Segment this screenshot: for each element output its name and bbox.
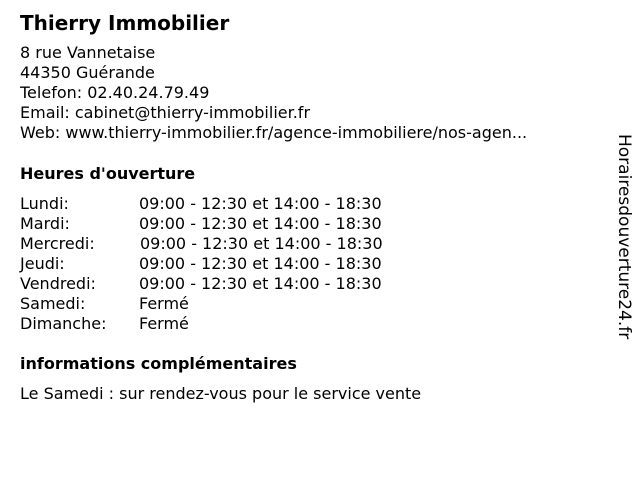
business-contact-block [20,43,527,143]
day-label: Vendredi: [20,274,96,293]
additional-info-text: Le Samedi : sur rendez-vous pour le service vente [20,384,422,403]
day-hours: 09:00 - 12:30 et 14:00 - 18:30 [139,254,382,273]
day-label: Samedi: [20,294,86,313]
business-name: Thierry Immobilier [20,11,230,35]
website-line: Web: www.thierry-immobilier.fr/agence-immobiliere/nos-agen... [20,123,528,142]
city-postcode: 44350 Guérande [20,63,155,82]
day-label: Mardi: [20,214,70,233]
day-hours: 09:00 - 12:30 et 14:00 - 18:30 [140,234,383,253]
phone-line: Telefon: 02.40.24.79.49 [20,83,210,102]
day-hours: 09:00 - 12:30 et 14:00 - 18:30 [139,214,382,233]
street-address: 8 rue Vannetaise [20,43,156,62]
day-label: Dimanche: [20,314,107,333]
email-line: Email: cabinet@thierry-immobilier.fr [20,103,311,122]
additional-info-heading: informations complémentaires [20,354,297,373]
site-watermark: Horairesdouverture24.fr [614,134,634,340]
day-label: Lundi: [20,194,69,213]
day-label: Jeudi: [20,254,65,273]
day-hours: 09:00 - 12:30 et 14:00 - 18:30 [139,194,382,213]
day-hours: Fermé [139,314,189,333]
day-hours: Fermé [139,294,189,313]
day-label: Mercredi: [20,234,95,253]
day-hours: 09:00 - 12:30 et 14:00 - 18:30 [139,274,382,293]
opening-hours-heading: Heures d'ouverture [20,164,196,183]
